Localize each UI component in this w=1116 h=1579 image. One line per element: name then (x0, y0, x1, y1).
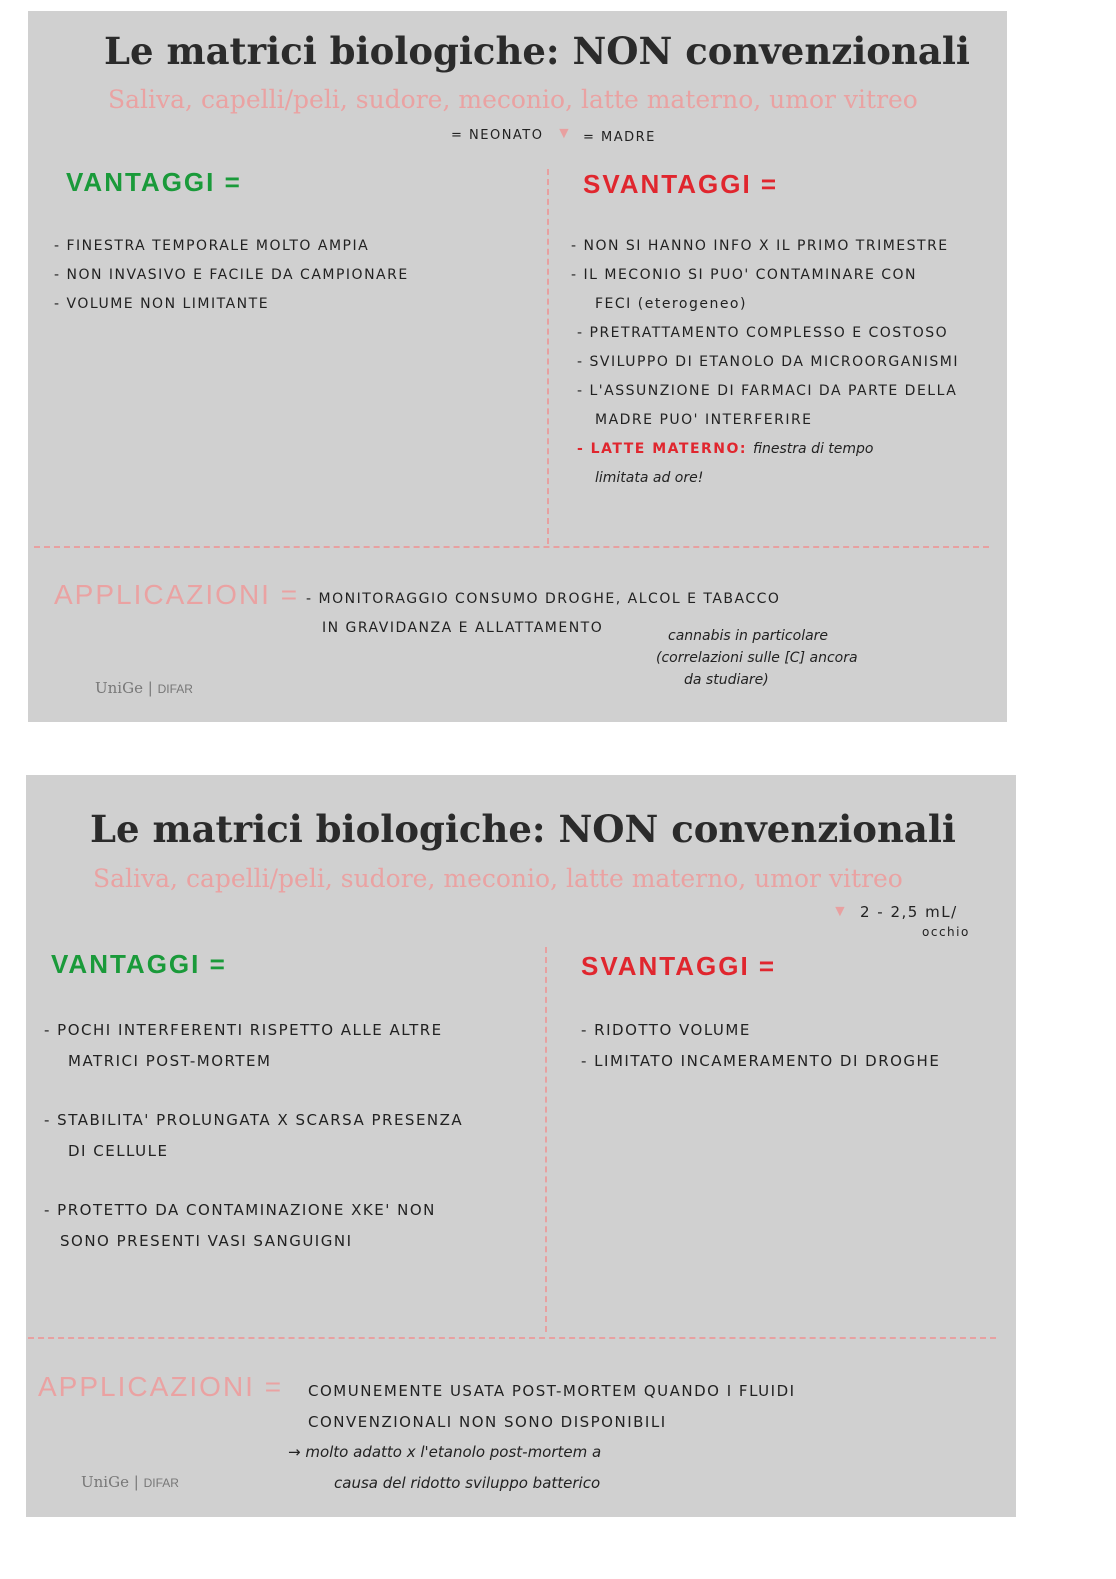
note-line: causa del ridotto sviluppo batterico (334, 1474, 601, 1492)
list-item: CONVENZIONALI NON SONO DISPONIBILI (308, 1413, 667, 1431)
note-line: (correlazioni sulle [C] ancora (656, 650, 858, 666)
applicazioni-heading: APPLICAZIONI = (38, 1371, 284, 1402)
list-item: - SVILUPPO DI ETANOLO DA MICROORGANISMI (577, 354, 959, 370)
list-item: - STABILITA' PROLUNGATA X SCARSA PRESENZA (44, 1111, 464, 1129)
note-line: cannabis in particolare (668, 628, 829, 644)
annotation-neonato: = NEONATO (451, 128, 544, 143)
svantaggi-list (581, 1015, 940, 1077)
arrow-down-icon: ▼ (832, 903, 848, 920)
list-item: - LIMITATO INCAMERAMENTO DI DROGHE (581, 1052, 941, 1070)
slide-subtitle: Saliva, capelli/peli, sudore, meconio, latte materno, umor vitreo (93, 864, 903, 893)
list-item: - MONITORAGGIO CONSUMO DROGHE, ALCOL E TABACCO (306, 591, 781, 607)
svantaggi-list (571, 232, 959, 493)
arrow-down-icon: ▼ (556, 125, 572, 142)
volume-note (860, 902, 970, 942)
list-item: MATRICI POST-MORTEM (68, 1052, 272, 1070)
list-item: - VOLUME NON LIMITANTE (54, 296, 270, 312)
list-item: - L'ASSUNZIONE DI FARMACI DA PARTE DELLA (577, 383, 958, 399)
note-line: da studiare) (684, 672, 769, 688)
list-item: - PROTETTO DA CONTAMINAZIONE XKE' NON (44, 1201, 436, 1219)
vantaggi-list (44, 1015, 463, 1257)
annotation-madre: = MADRE (583, 130, 656, 145)
list-item: MADRE PUO' INTERFERIRE (595, 412, 813, 428)
arrow-note (656, 625, 858, 691)
unige-logo: UniGe | DIFAR (95, 679, 193, 697)
list-item: IN GRAVIDANZA E ALLATTAMENTO (322, 620, 604, 636)
applicazioni-note (288, 1437, 601, 1499)
unige-logo: UniGe | DIFAR (81, 1473, 179, 1491)
vantaggi-heading: VANTAGGI = (66, 167, 242, 197)
logo-dept: DIFAR (157, 682, 193, 696)
list-item: finestra di tempo (752, 441, 874, 457)
slide-subtitle: Saliva, capelli/peli, sudore, meconio, latte materno, umor vitreo (108, 85, 918, 114)
list-item: DI CELLULE (68, 1142, 169, 1160)
note-line: occhio (922, 925, 970, 939)
list-item: - POCHI INTERFERENTI RISPETTO ALLE ALTRE (44, 1021, 443, 1039)
vantaggi-list (54, 232, 409, 319)
note-line: → molto adatto x l'etanolo post-mortem a (288, 1443, 602, 1461)
list-item: - IL MECONIO SI PUO' CONTAMINARE CON (571, 267, 918, 283)
list-item: - PRETRATTAMENTO COMPLESSO E COSTOSO (577, 325, 949, 341)
vantaggi-heading: VANTAGGI = (51, 949, 227, 979)
list-item: - NON INVASIVO E FACILE DA CAMPIONARE (54, 267, 409, 283)
logo-text: UniGe (81, 1473, 129, 1491)
list-item: - NON SI HANNO INFO X IL PRIMO TRIMESTRE (571, 238, 949, 254)
applicazioni-heading: APPLICAZIONI = (54, 579, 300, 610)
logo-text: UniGe (95, 679, 143, 697)
svantaggi-heading: SVANTAGGI = (583, 169, 779, 199)
list-item: limitata ad ore! (595, 470, 704, 486)
list-item: SONO PRESENTI VASI SANGUIGNI (60, 1232, 353, 1250)
slide-1 (28, 11, 1007, 722)
svantaggi-heading: SVANTAGGI = (581, 951, 777, 981)
applicazioni-list (308, 1376, 796, 1438)
list-item: - FINESTRA TEMPORALE MOLTO AMPIA (54, 238, 370, 254)
latte-materno-label: - LATTE MATERNO: (577, 441, 748, 457)
note-line: 2 - 2,5 mL/ (860, 903, 958, 921)
list-item: COMUNEMENTE USATA POST-MORTEM QUANDO I FLUIDI (308, 1382, 796, 1400)
slide-2 (26, 775, 1016, 1517)
list-item: FECI (eterogeneo) (595, 296, 747, 312)
logo-dept: DIFAR (143, 1476, 179, 1490)
list-item: - RIDOTTO VOLUME (581, 1021, 751, 1039)
slide-title: Le matrici biologiche: NON convenzionali (90, 807, 956, 851)
slide-title: Le matrici biologiche: NON convenzionali (104, 29, 970, 73)
